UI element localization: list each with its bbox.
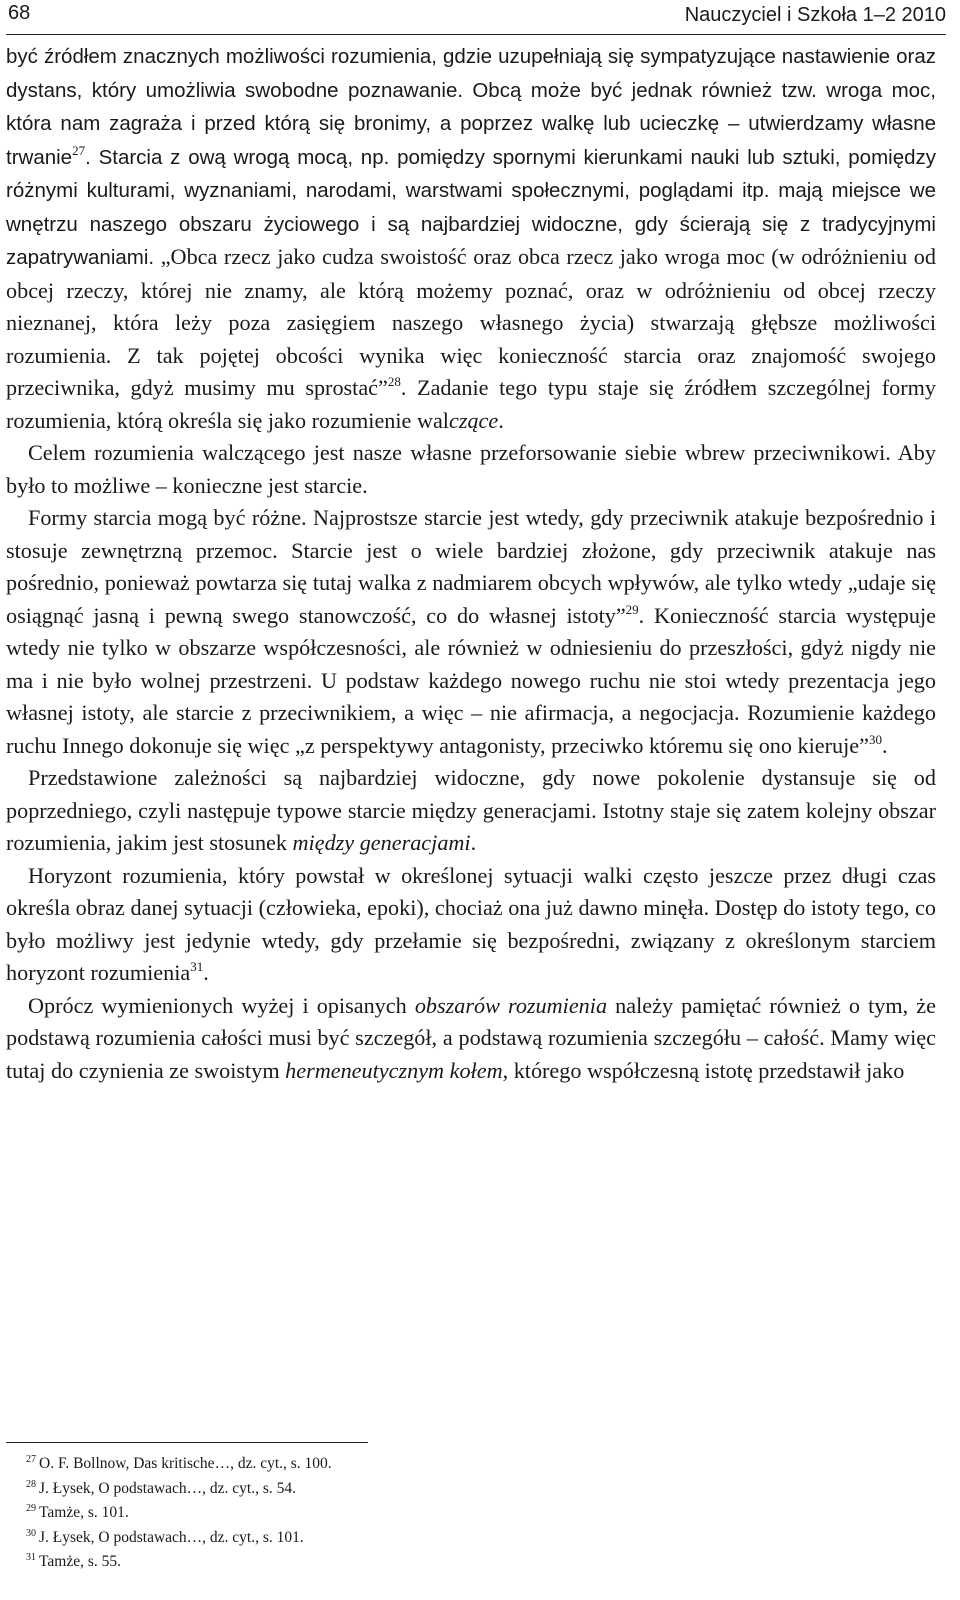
p1-sentence-5: . Zadanie tego typu staje się źródłem szczególnej formy rozumienia, którą określa się jako xyxy=(6,375,936,433)
p4-italic-term: między generacjami xyxy=(292,830,471,855)
p1-sentence-1: być źródłem znacznych możliwości rozumienia, gdzie uzupełniają się sympatyzujące nastawienie oraz dystans, który umożliwia swobodne poznawanie. xyxy=(6,45,936,102)
running-header xyxy=(8,0,946,36)
footnote-ref-31[interactable]: 31 xyxy=(190,959,204,974)
p6-sentence-1: Oprócz wymienionych wyżej i opisanych xyxy=(28,992,415,1018)
paragraph-3 xyxy=(6,502,936,762)
paragraph-5 xyxy=(6,860,936,990)
p6-italic-term-2: hermeneutycznym kołem xyxy=(285,1057,503,1083)
p1-sentence-3: . Starcia z ową wrogą mocą, np. pomiędzy spornymi kierunkami nauki lub sztuki, pomiędzy różnymi kulturami, wyznaniami, narodami, warstwami społecznymi, poglądami itp. mają miejsce we wnętrzu naszego obszaru życiowego i są najbardziej widoczne, gdy ścierają się z tradycyjnymi zapatrywaniami. xyxy=(6,145,936,269)
footnote-text: J. Łysek, O podstawach…, dz. cyt., s. 54. xyxy=(39,1479,296,1497)
journal-title: Nauczyciel i Szkoła 1–2 2010 xyxy=(684,4,946,26)
footnote-text: Tamże, s. 55. xyxy=(39,1553,121,1570)
footnote-number: 27 xyxy=(26,1454,36,1465)
p5-sentence-1: Horyzont rozumienia, który powstał w określonej sytuacji walki często jeszcze przez długi czas określa obraz danej sytuacji (człowieka, epoki), chociaż ona już dawno minęła. Dostęp do istoty tego, co było możliwy jest jedynie wtedy, gdy przełamie się bezpośredni, związany z określonym starciem horyzont rozumienia xyxy=(6,862,936,985)
footnote-29 xyxy=(26,1501,926,1526)
p6-sentence-3: , którego współczesną istotę przedstawił jako xyxy=(502,1057,905,1083)
footnote-number: 30 xyxy=(26,1527,36,1539)
footnote-ref-27[interactable]: 27 xyxy=(72,142,86,158)
paragraph-4 xyxy=(6,762,936,860)
p1-quote: „Obca rzecz jako cudza swoistość oraz obca rzecz jako wroga moc (w odróżnieniu od obcej rzeczy, której nie znamy, ale którą możemy poznać, oraz w odróżnieniu od obcej rzeczy nieznanej, która leży poza zasięgiem naszego własnego życia) stwarzają głębsze możliwości rozumienia. Z tak pojętej obcości wynika więc konieczność starcia oraz znajomość swojego przeciwnika, gdyż musimy mu sprostać” xyxy=(6,244,936,400)
p1-term-italic: czące xyxy=(448,407,499,433)
footnote-ref-28[interactable]: 28 xyxy=(387,374,401,389)
p3-end: . xyxy=(881,732,888,758)
footnote-text: O. F. Bollnow, Das kritische…, dz. cyt., s. 100. xyxy=(39,1455,332,1472)
footnote-31 xyxy=(26,1550,926,1575)
footnote-text: J. Łysek, O podstawach…, dz. cyt., s. 101. xyxy=(39,1528,304,1546)
paragraph-6 xyxy=(6,990,936,1088)
footnote-ref-30[interactable]: 30 xyxy=(868,731,882,747)
p1-sentence-2: Obcą może być jednak również tzw. wroga moc, która nam zagraża i przed którą się bronimy, a poprzez walkę lub ucieczkę – utwierdzamy własne trwanie xyxy=(6,78,936,169)
footnote-28 xyxy=(26,1477,926,1502)
footnote-30 xyxy=(26,1526,926,1551)
p6-italic-term-1: obszarów rozumienia xyxy=(414,992,608,1018)
footnote-number: 31 xyxy=(26,1552,36,1563)
p1-end: . xyxy=(498,407,504,433)
p4-sentence-1: Przedstawione zależności są najbardziej widoczne, gdy nowe pokolenie dystansuje się od poprzedniego, czyli następuje typowe starcie między generacjami. Istotny staje się zatem kolejny obszar rozumienia, jakim jest stosunek xyxy=(6,765,936,855)
footnote-rule xyxy=(6,1442,368,1443)
footnote-text: Tamże, s. 101. xyxy=(39,1504,129,1521)
footnote-27 xyxy=(26,1452,926,1477)
header-rule xyxy=(6,34,946,35)
footnote-number: 29 xyxy=(26,1503,36,1514)
p5-end: . xyxy=(203,960,209,985)
page-number: 68 xyxy=(8,2,31,24)
p6-sentence-2: należy pamiętać również o tym, że podstawą rozumienia całości musi być szczegół, a podstawą rozumienia szczegółu – całość. Mamy więc tutaj do czynienia ze swoistym xyxy=(6,992,936,1083)
body-text xyxy=(6,40,936,1087)
footnote-number: 28 xyxy=(26,1478,36,1490)
p3-sentence-1: Formy starcia mogą być różne. Najprostsze starcie jest wtedy, gdy przeciwnik atakuje bezpośrednio i stosuje zewnętrzną przemoc. Starcie jest o wiele bardziej złożone, gdy przeciwnik atakuje nas pośrednio, ponieważ powtarza się tutaj walka z nadmiarem obcych wpływów, ale tylko wtedy „udaje się osiągnąć jasną i pewną swego stanowczość, co do własnej istoty” xyxy=(6,505,936,628)
p3-sentence-2: . Konieczność starcia występuje wtedy nie tylko w obszarze współczesności, ale również w odniesieniu do przeszłości, gdyż nigdy nie ma i nie było wolnej przestrzeni. U podstaw każdego nowego ruchu nie stoi wtedy prezentacja jego własnej istoty, ale starcie z przeciwnikiem, a więc – nie afirmacja, a negocjacja. Rozumienie każdego ruchu Innego dokonuje się więc „z perspektywy antagonisty, przeciwko któremu się ono kieruje” xyxy=(6,602,936,758)
footnotes xyxy=(26,1452,926,1575)
p1-term-plain: rozumienie wal xyxy=(311,407,449,433)
p4-end: . xyxy=(470,830,477,855)
footnote-ref-29[interactable]: 29 xyxy=(625,601,639,617)
paragraph-2: Celem rozumienia walczącego jest nasze własne przeforsowanie siebie wbrew przeciwnikowi. Aby było to możliwe – konieczne jest starcie. xyxy=(6,440,936,498)
paragraph-1 xyxy=(6,40,936,437)
